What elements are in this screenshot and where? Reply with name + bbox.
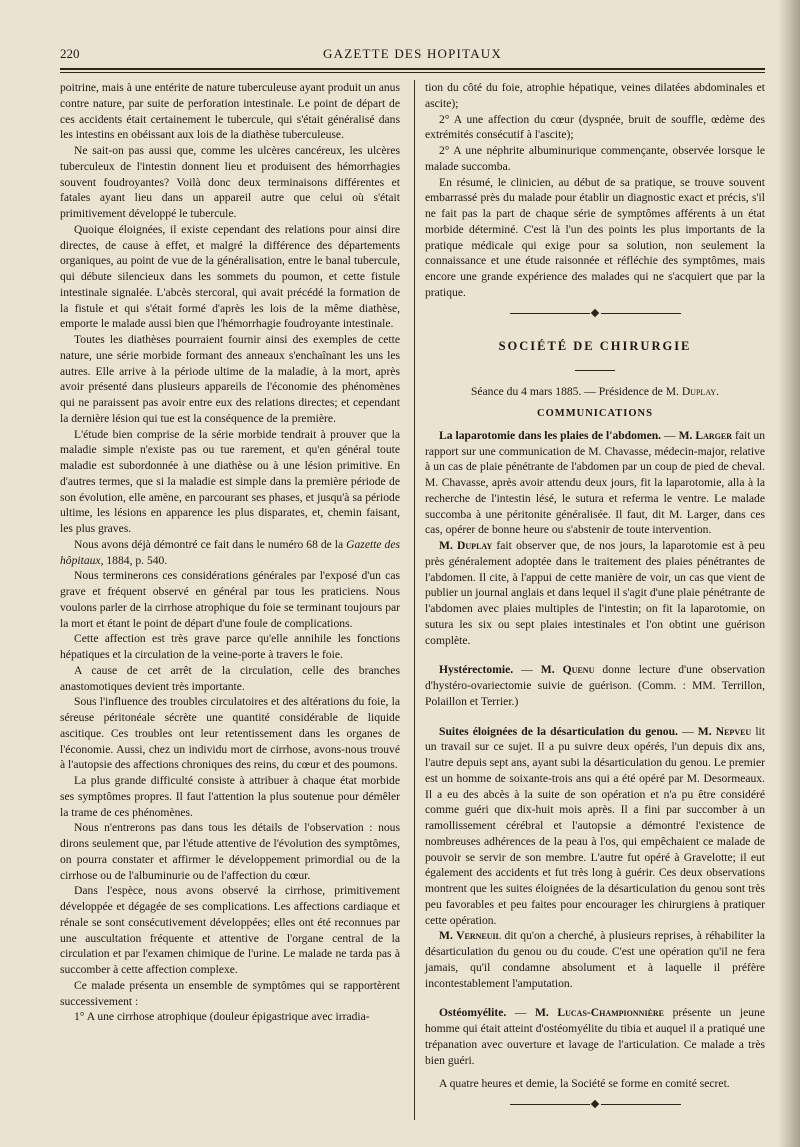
text-run: dit qu'on a cherché, à plusieurs reprises, à réhabiliter la désarticulation du genou ou du coude. C'est une opération qu'il ne fera jamais, qu'il condamne absolument et à laquelle il préfère incontestablement l'amputation.: [425, 929, 766, 990]
paragraph: Nous n'entrerons pas dans tous les détails de l'observation : nous dirons seulement que, par l'étude attentive de l'évolution des symptômes, on pourra constater et affirmer le développement primordial ou de la cirrhose ou de l'albuminurie ou de l'affection du cœur.: [60, 821, 400, 882]
separator-line: [601, 313, 681, 314]
session-line: [425, 384, 765, 400]
paragraph: tion du côté du foie, atrophie hépatique, veines dilatées abdominales et ascite);: [425, 81, 765, 110]
speaker-name: M. Quenu: [540, 663, 595, 677]
paragraph: [425, 928, 765, 991]
separator-ornament: [591, 1100, 599, 1108]
speaker-name: M. Larger: [678, 428, 733, 442]
paragraph: 2° A une affection du cœur (dyspnée, bruit de souffle, œdème des extrémités consécutif à l'ascite);: [425, 112, 765, 142]
section-title: SOCIÉTÉ DE CHIRURGIE: [498, 338, 692, 353]
column-separator: [414, 80, 415, 1120]
text-run: Séance du 4 mars 1885. — Présidence de M.: [470, 385, 682, 399]
text-run: lit un travail sur ce sujet. Il a pu suivre deux opérés, l'un depuis dix ans, l'autre depuis sept ans, ayant subi la désarticulation du genou. Le premier est un homme de soixante-trois ans qui a été opéré par M. Desormeaux. Il a eu des abcès à la suite de son opération et n'a pu être considéré comme guéri que dix-huit mois après. Il a fini par succomber à un ramollissement cérébral et l'autopsie a démontré l'existence de nombreuses adhérences de la peau à l'os, qui empêchaient ce malade de pouvoir se servir de son membre. L'autre fut opéré à Gravelotte; il eut également des accidents et fut très long à guérir. Ces deux observations montrent que les suites éloignées de la désarticulation du genou sont très peu favorables et peu faites pour encourager les chirurgiens à pratiquer cette opération.: [425, 724, 766, 927]
paragraph: [425, 538, 765, 648]
topic-title: Hystérectomie.: [439, 663, 514, 677]
paragraph: Cette affection est très grave parce qu'elle annihile les fonctions hépatiques et la circulation de la veine-porte à travers le foie.: [60, 632, 400, 661]
paragraph: Nous terminerons ces considérations générales par l'exposé d'un cas grave et fréquent observé en général par tous les praticiens. Nous voulons parler de la cirrhose atrophique du foie se terminant toujours par la mort et étant le point de départ d'une foule de complications.: [60, 569, 400, 630]
right-column: [425, 80, 765, 1118]
page-header: [60, 42, 765, 64]
paragraph: Ne sait-on pas aussi que, comme les ulcères cancéreux, les ulcères tuberculeux de l'intestin donnent lieu et produisent des hémorrhagies souvent foudroyantes? Voilà donc deux terminaisons différentes et fatales ayant lieu dans un appareil autre que celui où s'était primitivement développé le tubercule.: [60, 144, 400, 220]
journal-title: GAZETTE DES HOPITAUX: [323, 46, 502, 61]
paragraph: En résumé, le clinicien, au début de sa pratique, se trouve souvent embarrassé près du malade pour établir un diagnostic exact et précis, s'il ne fait pas la part de chaque série de symptômes afférents à un état morbide déterminé. C'est là l'un des points les plus importants de la pratique médicale qui exige pour sa solution, non seulement la connaissance et une étude raisonnée et réfléchie des symptômes, mais encore une grande expérience des malades qui ne s'acquiert que par la pratique.: [425, 175, 765, 299]
paragraph: poitrine, mais à une entérite de nature tuberculeuse ayant produit un anus contre nature, par suite de perforation intestinale. Le point de départ de ces accidents était certainement le tubercule, qui s'était généralisé dans les intestins en obéissant aux lois de la diathèse tuberculeuse.: [60, 81, 400, 142]
paragraph: Quoique éloignées, il existe cependant des relations pour ainsi dire directes, de cause à effet, et malgré la différence des départements organiques, au point de vue de la généralisation, entre le banal tubercule, qui débute silencieux dans les sommets du poumon, et cette fistule intestinale signalée. L'abcès stercoral, qui avait précédé la formation de la fistule et qui s'était formé d'après les lois de la même diathèse, emporte le malade aussi bien que l'hémorrhagie foudroyante intestinale.: [60, 222, 400, 331]
paragraph: Toutes les diathèses pourraient fournir ainsi des exemples de cette nature, une série morbide formant des anneaux s'enchaînant les uns les autres. Elle arrive à la période ultime de la maladie, à la mort, après avoir présenté dans plusieurs appareils de l'économie des phénomènes qui ne paraissent pas avoir entre eux des relations directes; et cependant la dernière lésion qui tue est la conséquence de la première.: [60, 333, 400, 425]
text-run: —: [513, 663, 541, 677]
paragraph: [425, 1005, 765, 1068]
text-run: présente un jeune homme qui était atteint d'ostéomyélite du tibia et auquel il a pratiqué une trépanation avec ouverture et lavage de l'articulation. Ce malade a très bien guéri.: [425, 1006, 765, 1067]
paragraph: [60, 537, 400, 569]
speaker-name: M. Lucas-Championnière: [534, 1006, 665, 1020]
text-run: —: [661, 428, 679, 442]
text-run: fait observer que, de nos jours, la laparotomie est à peu près généralement adoptée dans le traitement des plaies pénétrantes de l'abdomen. Il cite, à l'appui de cette manière de voir, un cas que vient de publier un journal anglais et dans lequel il s'agit d'une plaie pénétrante de l'abdomen avec plaies multiples de l'intestin; on fit la laparotomie, on sutura les six ou sept plaies intestinales et l'on obtint une guérison complète.: [425, 539, 765, 647]
paragraph: Ce malade présenta un ensemble de symptômes qui se rapportèrent successivement :: [60, 978, 400, 1008]
president-name: Duplay: [681, 385, 717, 399]
speaker-name: M. Duplay: [439, 539, 493, 552]
speaker-name: M. Verneuil: [439, 929, 501, 943]
topic-title: La laparotomie dans les plaies de l'abdomen.: [439, 428, 662, 442]
text-run: —: [677, 724, 698, 738]
header-rule-thin: [60, 72, 765, 73]
paragraph: [425, 428, 765, 538]
short-rule: [425, 366, 765, 376]
text-run: donne lecture d'une observation d'hystéro-ovariectomie suivie de guérison. (Comm. : MM. Terrillon, Polaillon et Terrier.): [425, 663, 765, 708]
separator-line: [510, 1104, 590, 1105]
paragraph: L'étude bien comprise de la série morbide tendrait à prouver que la maladie simple n'existe pas ou tue rarement, et qu'en général toute maladie est subordonnée à une diathèse ou à une lésion primitive. En d'autres termes, que si la maladie est simple dans la première période de son évolution, elle amène, en parcourant ses phases, et jusqu'à sa période ultime, les lésions en apparence les plus disparates, et, chemin faisant, les plus graves.: [60, 427, 400, 535]
paragraph: Dans l'espèce, nous avons observé la cirrhose, primitivement développée et dégagée de ses complications. Les affections cardiaque et rénale se sont consécutivement développées; elles ont été reconnues par une auscultation fréquente et attentive de l'organe central de la circulation et par l'examen chimique de l'urine. Le malade ne tarda pas à succomber à cette affection complexe.: [60, 884, 400, 976]
text-run: —: [506, 1006, 535, 1020]
text-run: .: [716, 385, 720, 399]
separator-ornament: [591, 308, 599, 316]
separator-line: [601, 1104, 681, 1105]
speaker-name: M. Nepveu: [697, 724, 752, 738]
separator-line: [510, 313, 590, 314]
text-run: fait un rapport sur une communication de M. Chavasse, médecin-major, relative à un cas de plaie pénétrante de l'abdomen par un coup de pied de cheval. M. Chavasse, après avoir attendu deux jours, fit la laparotomie, alla à la recherche de l'intestin lésé, le sutura et referma le ventre. Le malade succomba à une péritonite généralisée. Il faut, dit M. Larger, dans ces cas, opérer de bonne heure ou s'abstenir de toute intervention.: [425, 428, 765, 537]
journal-reference: Gazette des hôpitaux: [60, 537, 400, 567]
text-run: , 1884, p. 540.: [100, 553, 168, 567]
paragraph: 2° A une néphrite albuminurique commençante, observée lorsque le malade succomba.: [425, 144, 765, 173]
paragraph: A cause de cet arrêt de la circulation, celle des branches anastomotiques devient très importante.: [60, 663, 400, 693]
topic-title: Ostéomyélite.: [439, 1006, 507, 1020]
header-rule-thick: [60, 68, 765, 70]
text-run: Nous avons déjà démontré ce fait dans le numéro 68 de la: [74, 537, 347, 551]
page-edge-shadow: [778, 0, 800, 1147]
communications-heading: COMMUNICATIONS: [537, 408, 653, 419]
topic-title: Suites éloignées de la désarticulation du genou.: [439, 724, 678, 738]
paragraph: 1° A une cirrhose atrophique (douleur épigastrique avec irradia-: [74, 1010, 370, 1024]
paragraph: [425, 662, 765, 709]
left-column: [60, 80, 400, 1025]
page-number: 220: [60, 46, 80, 61]
section-separator: [425, 305, 765, 323]
separator-line: [575, 370, 615, 371]
paragraph: La plus grande difficulté consiste à attribuer à chaque état morbide ses symptômes propres. Il faut l'attention la plus soutenue pour démêler la trame de ces phénomènes.: [60, 774, 400, 819]
paragraph: A quatre heures et demie, la Société se forme en comité secret.: [439, 1077, 730, 1091]
section-separator: [425, 1096, 765, 1114]
paragraph: [425, 724, 765, 929]
paragraph: Sous l'influence des troubles circulatoires et des altérations du foie, la séreuse péritonéale sécrète une quantité considérable de liquide ascitique. Ces troubles ont leur retentissement dans les organes de l'économie. Aussi, chez un individu mort de cirrhose, avons-nous trouvé à l'autopsie des affections chroniques des reins, du cœur et des poumons.: [60, 695, 400, 772]
